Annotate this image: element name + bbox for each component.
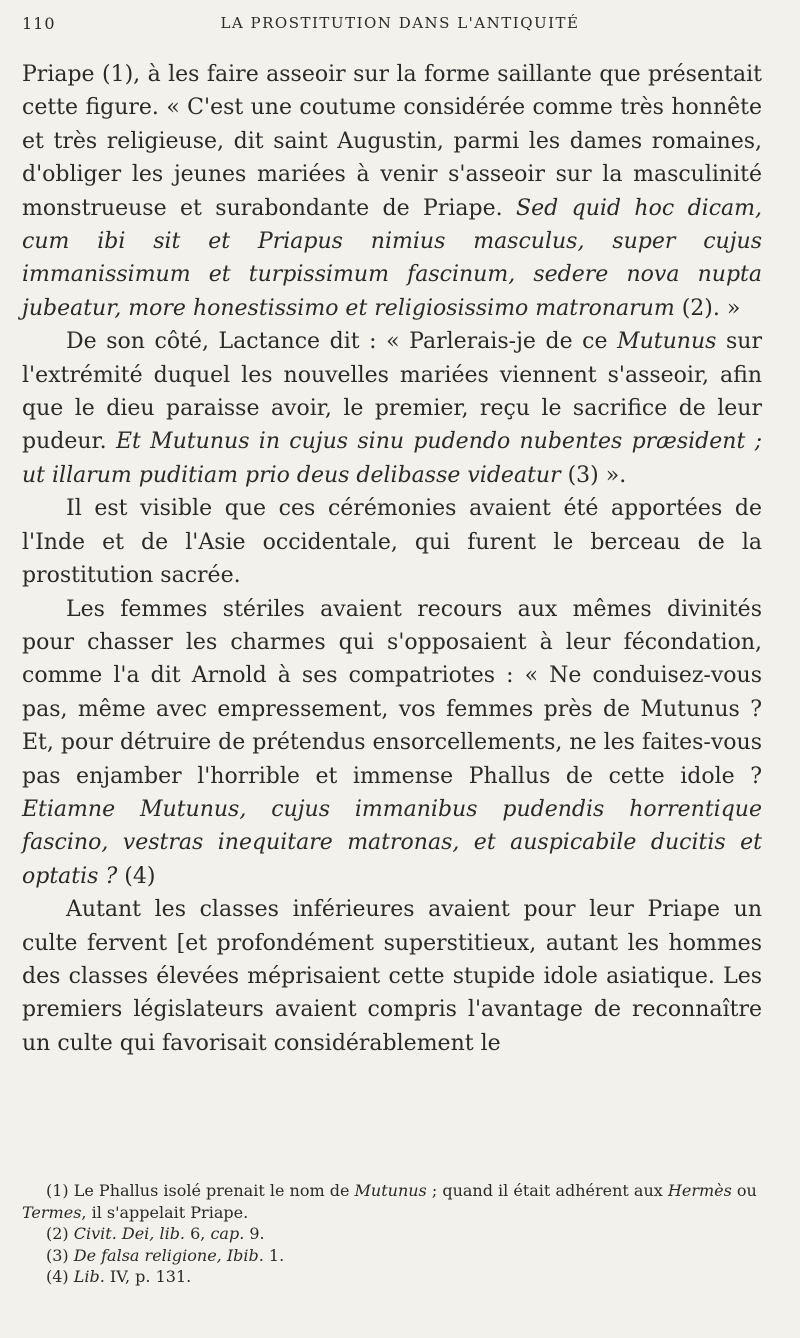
italic-text-run: cap. [210, 1224, 245, 1243]
paragraph [22, 593, 762, 894]
text-run: 6, [185, 1224, 211, 1243]
paragraph [22, 58, 762, 325]
text-run: 9. [244, 1224, 265, 1243]
italic-text-run: Hermès [667, 1181, 732, 1200]
italic-text-run: Mutunus [354, 1181, 427, 1200]
italic-text-run: Mutunus [617, 329, 717, 355]
footnote [22, 1223, 762, 1245]
footnote [22, 1245, 762, 1267]
text-run: (2) [46, 1224, 74, 1243]
footnote [22, 1180, 762, 1223]
italic-text-run: Sed quid hoc dicam, cum ibi sit et Priapus nimius masculus, super cujus immanissimum et turpissimum fascinum, sedere nova nupta jubeatur, more honestissimo et religiosissimo matronarum [22, 195, 763, 321]
text-run: (1) Le Phallus isolé prenait le nom de [46, 1181, 355, 1200]
text-run: ou [731, 1181, 757, 1200]
page-header [22, 8, 778, 48]
paragraph [22, 893, 762, 1060]
italic-text-run: De falsa religione, Ibib. [73, 1245, 264, 1265]
footnote [22, 1266, 762, 1288]
text-run: (3) ». [560, 462, 627, 488]
paragraph [22, 492, 762, 592]
text-run: De son côté, Lactance dit : « Parlerais-je de ce [66, 329, 618, 355]
text-run: , il s'appelait Priape. [81, 1202, 249, 1222]
italic-text-run: Et Mutunus in cujus sinu pudendo nubentes præsident ; ut illarum puditiam prio deus delibasse videatur [22, 429, 763, 488]
text-run: IV, p. 131. [104, 1267, 192, 1286]
text-run: (3) [46, 1245, 74, 1265]
italic-text-run: Civit. Dei, lib. [73, 1224, 186, 1243]
paragraph [22, 325, 762, 492]
page-number: 110 [22, 14, 56, 33]
text-run: Priape (1), à les faire asseoir sur la forme saillante que présentait cette figure. « C'est une coutume considérée comme très honnête et très religieuse, dit saint Augustin, parmi les dames romaines, d'obliger les jeunes mariées à venir s'asseoir sur la masculinité monstrueuse et surabondante de Priape. [22, 62, 762, 221]
text-run: Autant les classes inférieures avaient pour leur Priape un culte fervent [et profondément superstitieux, autant les hommes des classes élevées méprisaient cette stupide idole asiatique. Les premiers législateurs avaient compris l'avantage de reconnaître un culte qui favorisait considérablement le [22, 897, 762, 1056]
italic-text-run: Lib. [73, 1267, 105, 1286]
text-run: Il est visible que ces cérémonies avaient été apportées de l'Inde et de l'Asie occidentale, qui furent le berceau de la prostitution sacrée. [22, 496, 762, 589]
text-run: 1. [263, 1245, 285, 1265]
italic-text-run: Etiamne Mutunus, cujus immanibus pudendis horrentique fascino, vestras inequitare matronas, et auspicabile ducitis et optatis ? [22, 796, 762, 889]
italic-text-run: Termes [22, 1202, 82, 1222]
text-run: (2). » [674, 295, 741, 321]
main-text [22, 58, 762, 1060]
text-run: ; quand il était adhérent aux [426, 1181, 668, 1200]
footnotes [22, 1180, 762, 1288]
text-run: sur l'extrémité duquel les nouvelles mariées viennent s'asseoir, afin que le dieu paraisse avoir, le premier, reçu le sacrifice de leur pudeur. [22, 329, 762, 455]
text-run: (4) [46, 1267, 74, 1286]
running-title: LA PROSTITUTION DANS L'ANTIQUITÉ [220, 14, 580, 32]
text-run: (4) [117, 863, 156, 889]
text-run: Les femmes stériles avaient recours aux mêmes divinités pour chasser les charmes qui s'opposaient à leur fécondation, comme l'a dit Arnold à ses compatriotes : « Ne conduisez-vous pas, même avec empressement, vos femmes près de Mutunus ? Et, pour détruire de prétendus ensorcellements, ne les faites-vous pas enjamber l'horrible et immense Phallus de cette idole ? [22, 596, 762, 789]
